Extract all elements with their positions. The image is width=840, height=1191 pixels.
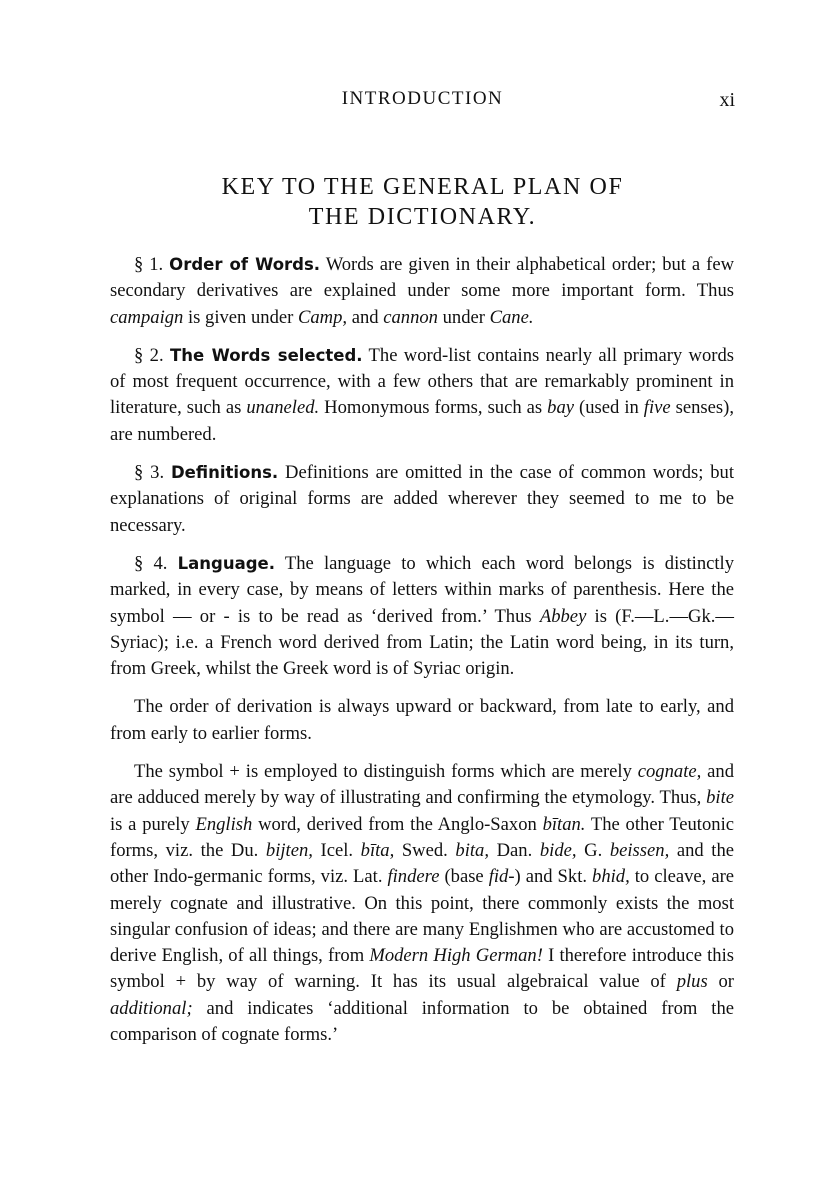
italic-word: campaign bbox=[110, 306, 184, 328]
paragraph-definitions bbox=[110, 460, 734, 539]
italic-word: cannon bbox=[383, 306, 438, 328]
text-run: Homonymous forms, such as bbox=[319, 397, 548, 419]
italic-word: additional; bbox=[110, 997, 193, 1019]
text-run: is a purely bbox=[110, 813, 196, 835]
paragraph-order-of-words bbox=[110, 252, 734, 331]
text-run: is given under bbox=[183, 306, 298, 328]
italic-word: five bbox=[643, 397, 671, 419]
paragraph-order-of-derivation bbox=[110, 694, 734, 747]
paragraph-plus-symbol bbox=[110, 759, 734, 1048]
section-mark: § 2. bbox=[134, 344, 164, 366]
paragraph-language bbox=[110, 551, 734, 682]
text-run: and indicates ‘additional information to be obtained from the comparison of cognate forms.’ bbox=[110, 997, 734, 1046]
text-run: to cleave, are merely cognate and illustrative. On this point, there commonly exists the most singular confusion of ideas; and there are many Englishmen who are accustomed to derive English, of all things, from bbox=[110, 866, 735, 967]
italic-word: bite bbox=[706, 787, 734, 809]
heading-line-1: KEY TO THE GENERAL PLAN OF bbox=[221, 174, 624, 200]
text-run: ) and Skt. bbox=[514, 866, 593, 888]
text-run: senses), are numbered. bbox=[110, 397, 734, 445]
italic-word: plus bbox=[676, 971, 708, 993]
text-run: The other Teutonic forms, viz. the Du. bbox=[110, 813, 734, 861]
text-run: The language to which each word belongs is distinctly marked, in every case, by means of letters within marks of parenthesis. Here the symbol — or ‐ is to be read as ‘derived from.’ Thus bbox=[110, 552, 735, 627]
italic-word: Cane. bbox=[489, 306, 534, 328]
section-mark: § 4. bbox=[134, 552, 168, 574]
section-mark: § 1. bbox=[134, 254, 164, 275]
body-text bbox=[110, 252, 734, 1060]
italic-word: cognate, bbox=[637, 761, 702, 783]
text-run: Definitions are omitted in the case of common words; but explanations of original forms are added wherever they seemed to me to be necessary. bbox=[110, 462, 735, 536]
heading-line-2: THE DICTIONARY. bbox=[308, 204, 537, 230]
text-run: The word-list contains nearly all primary words of most frequent occurrence, with a few others that are remarkably prominent in literature, such as bbox=[110, 344, 734, 419]
italic-word: bītan. bbox=[542, 813, 586, 835]
text-run: G. bbox=[576, 839, 610, 861]
text-run: Icel. bbox=[312, 839, 361, 861]
text-run: or bbox=[707, 971, 735, 993]
italic-word: Modern High German! bbox=[369, 945, 543, 967]
text-run: I therefore introduce this symbol + by way of warning. It has its usual algebraical value of bbox=[110, 945, 735, 993]
paragraph-words-selected bbox=[110, 343, 734, 448]
italic-word: unaneled. bbox=[246, 397, 320, 419]
page-number: xi bbox=[719, 89, 735, 111]
text-run: and bbox=[347, 306, 384, 328]
italic-word: findere bbox=[387, 866, 440, 888]
text-run: and are adduced merely by way of illustrating and confirming the etymology. Thus, bbox=[110, 761, 734, 809]
running-title: INTRODUCTION bbox=[341, 88, 504, 109]
running-head bbox=[110, 88, 735, 114]
italic-word: bīta, bbox=[360, 839, 395, 861]
italic-word: bay bbox=[547, 397, 575, 419]
text-run: under bbox=[437, 306, 490, 328]
italic-word: fid- bbox=[488, 866, 515, 888]
italic-word: beissen, bbox=[609, 839, 670, 861]
text-run: Words are given in their alphabetical order; but a few secondary derivatives are explained under some more important form. Thus bbox=[110, 254, 735, 302]
italic-word: bide, bbox=[539, 839, 577, 861]
italic-word: bijten, bbox=[265, 839, 313, 861]
italic-word: Camp, bbox=[297, 306, 348, 328]
section-mark: § 3. bbox=[134, 462, 165, 484]
text-run: (base bbox=[439, 866, 489, 888]
section-title: Language. bbox=[177, 553, 275, 573]
text-run: The order of derivation is always upward or backward, from late to early, and from early to earlier forms. bbox=[110, 696, 734, 744]
section-heading bbox=[110, 172, 735, 232]
text-run: is (F.—L.—Gk.—Syriac); i.e. a French word derived from Latin; the Latin word being, in its turn, from Greek, whilst the Greek word is of Syriac origin. bbox=[110, 605, 735, 680]
italic-word: bhid, bbox=[592, 866, 630, 888]
section-title: Definitions. bbox=[170, 463, 279, 483]
section-title: Order of Words. bbox=[169, 255, 321, 274]
italic-word: bita, bbox=[455, 839, 489, 861]
text-run: The symbol + is employed to distinguish forms which are merely bbox=[134, 761, 638, 783]
text-run: Dan. bbox=[489, 839, 540, 861]
text-run: Swed. bbox=[394, 839, 456, 861]
section-title: The Words selected. bbox=[169, 345, 363, 365]
italic-word: English bbox=[195, 813, 253, 835]
text-run: (used in bbox=[574, 397, 644, 419]
text-run: word, derived from the Anglo-Saxon bbox=[252, 813, 543, 835]
italic-word: Abbey bbox=[539, 605, 587, 627]
text-run: and the other Indo-germanic forms, viz. Lat. bbox=[110, 839, 734, 888]
